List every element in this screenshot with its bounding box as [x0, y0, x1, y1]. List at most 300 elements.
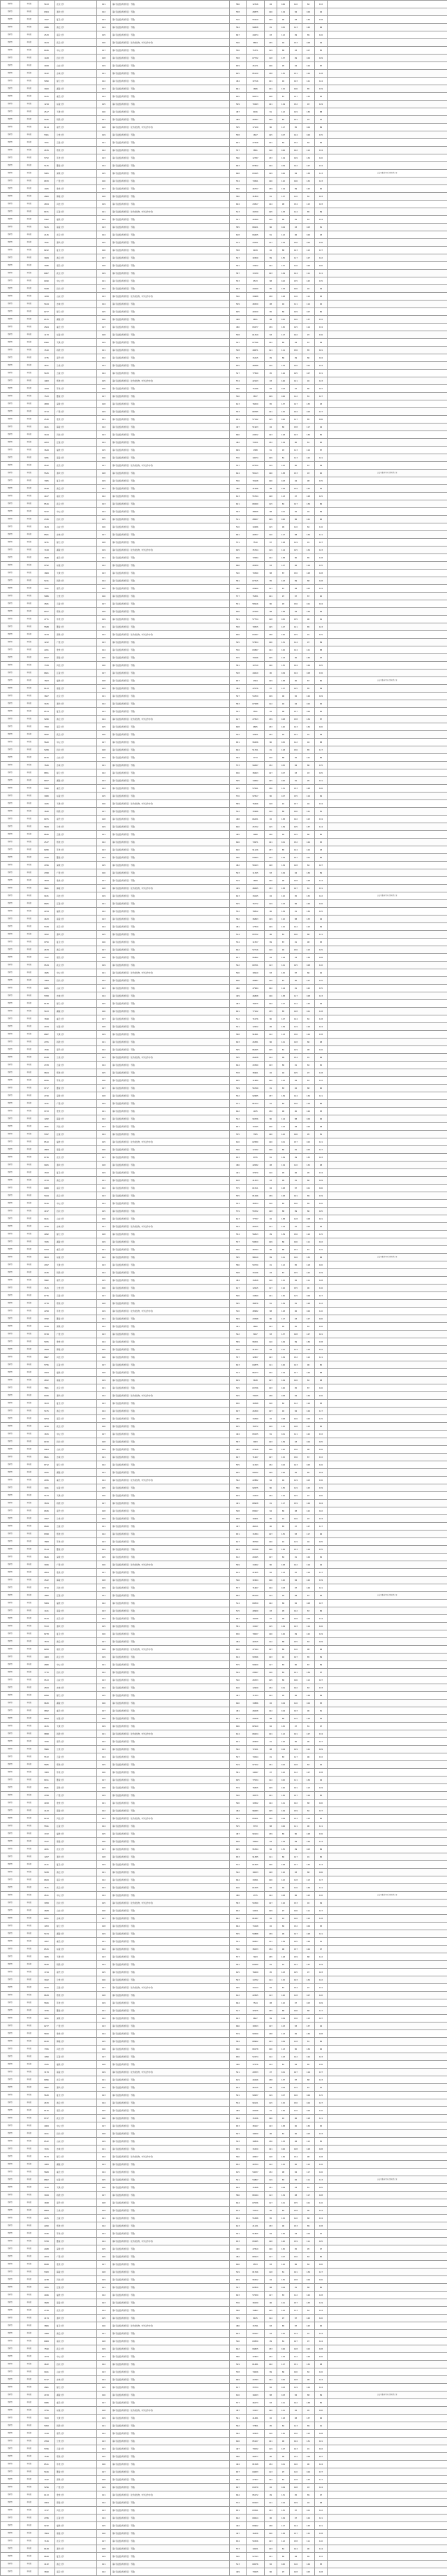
cell-投档线: 529 [230, 2269, 247, 2276]
cell-代码: 6601 [38, 670, 55, 677]
cell-组号: 108 [97, 1853, 111, 1861]
cell-语文: 115 [265, 523, 277, 531]
cell-组号: 107 [97, 2261, 111, 2269]
cell-科类: 物理类 [1, 1285, 20, 1292]
cell-代码: 5416 [38, 1200, 55, 1208]
cell-选考1: 134 [302, 154, 315, 162]
cell-数学: 136 [277, 1792, 290, 1800]
cell-语文: 83 [265, 331, 277, 339]
table-row [1, 1292, 447, 1300]
cell-院校名称: 云南大学 [55, 600, 97, 608]
cell-代码: 4009 [38, 2122, 55, 2130]
cell-组号: 104 [97, 93, 111, 101]
cell-专业组说明: 第1专业组(再选科目：不限) [111, 447, 230, 454]
cell-投档线: 555 [230, 1192, 247, 1200]
cell-组号: 108 [97, 2061, 111, 2069]
table-row [1, 131, 447, 139]
cell-组号: 103 [97, 777, 111, 785]
cell-选考2: 123 [315, 2376, 328, 2384]
cell-组号: 106 [97, 662, 111, 670]
cell-外语: 82 [290, 1600, 302, 1607]
cell-外语: 100 [290, 2368, 302, 2376]
cell-院校名称: 郑州大学 [55, 1531, 97, 1538]
table-row [1, 746, 447, 754]
cell-语文: 119 [265, 2092, 277, 2099]
cell-院校名称: 暨南大学 [55, 854, 97, 862]
cell-备注 [328, 1746, 447, 1753]
cell-专业组说明: 第2专业组(再选科目：化学或生物，中外合作办学) [111, 969, 230, 977]
cell-批次: 本科批 [20, 916, 38, 923]
cell-院校名称: 同济大学 [55, 1730, 97, 1738]
cell-院校名称: 同济大学 [55, 1500, 97, 1507]
cell-投档线: 629 [230, 1377, 247, 1384]
cell-数学: 109 [277, 162, 290, 170]
cell-数学: 130 [277, 2245, 290, 2253]
table-row [1, 1577, 447, 1584]
cell-外语: 97 [290, 385, 302, 393]
cell-语文: 109 [265, 116, 277, 124]
cell-选考2: 125 [315, 631, 328, 639]
cell-选考2: 86 [315, 1607, 328, 1615]
cell-批次: 本科批 [20, 1285, 38, 1292]
cell-投档线: 601 [230, 139, 247, 147]
cell-院校名称: 湖南大学 [55, 1469, 97, 1477]
table-row [1, 1154, 447, 1162]
cell-专业组说明: 第1专业组(再选科目：不限) [111, 408, 230, 416]
cell-批次: 本科批 [20, 447, 38, 454]
cell-科类: 物理类 [1, 2099, 20, 2107]
table-row [1, 908, 447, 916]
cell-选考1: 138 [302, 1692, 315, 1700]
cell-专业组说明: 第1专业组(再选科目：不限) [111, 2538, 230, 2545]
cell-批次: 本科批 [20, 839, 38, 846]
cell-选考1: 136 [302, 16, 315, 24]
cell-组号: 105 [97, 2245, 111, 2253]
cell-选考2: 109 [315, 1638, 328, 1646]
cell-选考1: 118 [302, 2115, 315, 2122]
cell-科类: 物理类 [1, 462, 20, 470]
cell-选考1: 92 [302, 1900, 315, 1907]
cell-批次: 本科批 [20, 1953, 38, 1961]
cell-语文: 116 [265, 754, 277, 762]
cell-代码: 1222 [38, 639, 55, 646]
cell-语文: 107 [265, 1454, 277, 1461]
cell-专业组说明: 第1专业组(再选科目：不限) [111, 162, 230, 170]
cell-选考2: 127 [315, 2099, 328, 2107]
cell-投档线: 528 [230, 670, 247, 677]
cell-投档线: 483 [230, 1000, 247, 1008]
cell-院校名称: 南开大学 [55, 1277, 97, 1285]
cell-批次: 本科批 [20, 570, 38, 577]
cell-选考2: 136 [315, 1830, 328, 1838]
cell-选考2: 95 [315, 2122, 328, 2130]
cell-备注 [328, 1930, 447, 1938]
cell-院校名称: 兰州大学 [55, 1285, 97, 1292]
cell-选考1: 134 [302, 1976, 315, 1984]
table-row [1, 254, 447, 262]
cell-科类: 物理类 [1, 2176, 20, 2184]
cell-外语: 118 [290, 1215, 302, 1223]
table-row [1, 178, 447, 185]
cell-语文: 95 [265, 1969, 277, 1976]
cell-科类: 物理类 [1, 823, 20, 831]
cell-外语: 88 [290, 916, 302, 923]
cell-选考2: 81 [315, 1131, 328, 1138]
cell-专业组说明: 第1专业组(再选科目：不限) [111, 1069, 230, 1077]
table-row [1, 2315, 447, 2322]
cell-语文: 100 [265, 2046, 277, 2053]
cell-数学: 128 [277, 1861, 290, 1869]
cell-选考2: 100 [315, 1800, 328, 1807]
cell-组号: 103 [97, 1400, 111, 1408]
cell-专业组说明: 第1专业组(再选科目：不限) [111, 78, 230, 85]
cell-数学: 138 [277, 816, 290, 823]
cell-选考1: 88 [302, 1869, 315, 1876]
cell-代码: 2224 [38, 908, 55, 916]
cell-选考2: 89 [315, 1654, 328, 1661]
cell-外语: 132 [290, 2453, 302, 2461]
cell-代码: 2861 [38, 2384, 55, 2392]
cell-投档线: 585 [230, 224, 247, 231]
cell-批次: 本科批 [20, 746, 38, 754]
cell-批次: 本科批 [20, 2353, 38, 2361]
cell-科类: 物理类 [1, 623, 20, 631]
cell-备注: 该专业组含中外合作办学专业 [328, 892, 447, 900]
cell-科类: 物理类 [1, 1807, 20, 1815]
cell-批次: 本科批 [20, 946, 38, 954]
cell-数学: 91 [277, 1961, 290, 1969]
cell-批次: 本科批 [20, 1415, 38, 1423]
cell-选考2: 133 [315, 1684, 328, 1692]
cell-投档线: 546 [230, 39, 247, 47]
cell-语文: 103 [265, 2545, 277, 2553]
cell-外语: 110 [290, 2215, 302, 2222]
cell-外语: 126 [290, 1254, 302, 1261]
cell-组号: 101 [97, 1315, 111, 1323]
cell-选考1: 81 [302, 439, 315, 447]
cell-数学: 112 [277, 108, 290, 116]
table-row [1, 662, 447, 670]
cell-投档线: 590 [230, 2553, 247, 2561]
cell-组号: 102 [97, 1254, 111, 1261]
cell-批次: 本科批 [20, 2092, 38, 2099]
cell-科类: 物理类 [1, 1015, 20, 1023]
cell-院校名称: 南开大学 [55, 2199, 97, 2207]
cell-专业组说明: 第1专业组(再选科目：不限) [111, 1869, 230, 1876]
cell-组号: 104 [97, 1062, 111, 1069]
cell-专业组说明: 第1专业组(再选科目：不限) [111, 2368, 230, 2376]
cell-专业组说明: 第1专业组(再选科目：不限) [111, 500, 230, 508]
cell-位次: 84405 [247, 231, 265, 239]
cell-代码: 7873 [38, 1638, 55, 1646]
cell-选考1: 88 [302, 2007, 315, 2015]
cell-位次: 37576 [247, 2061, 265, 2069]
cell-院校名称: 山东大学 [55, 1907, 97, 1915]
cell-数学: 119 [277, 1838, 290, 1846]
cell-批次: 本科批 [20, 2345, 38, 2353]
cell-专业组说明: 第1专业组(再选科目：不限) [111, 1454, 230, 1461]
cell-批次: 本科批 [20, 539, 38, 547]
cell-外语: 93 [290, 769, 302, 777]
table-row [1, 93, 447, 101]
cell-备注 [328, 39, 447, 47]
cell-位次: 73512 [247, 2207, 265, 2215]
cell-位次: 10286 [247, 523, 265, 531]
cell-代码: 1990 [38, 2053, 55, 2061]
cell-语文: 115 [265, 500, 277, 508]
cell-代码: 2261 [38, 646, 55, 654]
cell-数学: 87 [277, 977, 290, 985]
cell-选考1: 103 [302, 1477, 315, 1484]
cell-选考1: 120 [302, 2315, 315, 2322]
cell-科类: 物理类 [1, 477, 20, 485]
cell-专业组说明: 第1专业组(再选科目：不限) [111, 1254, 230, 1261]
cell-科类: 物理类 [1, 1746, 20, 1753]
cell-位次: 67732 [247, 55, 265, 62]
cell-组号: 102 [97, 1323, 111, 1331]
cell-组号: 107 [97, 600, 111, 608]
table-row [1, 2007, 447, 2015]
cell-批次: 本科批 [20, 1000, 38, 1008]
cell-外语: 119 [290, 539, 302, 547]
cell-科类: 物理类 [1, 247, 20, 254]
cell-投档线: 664 [230, 1923, 247, 1930]
cell-外语: 127 [290, 1792, 302, 1800]
cell-代码: 5048 [38, 285, 55, 293]
cell-投档线: 576 [230, 793, 247, 800]
cell-选考1: 119 [302, 793, 315, 800]
cell-投档线: 537 [230, 147, 247, 154]
cell-代码: 7442 [38, 2476, 55, 2484]
cell-批次: 本科批 [20, 370, 38, 377]
cell-外语: 94 [290, 62, 302, 70]
cell-语文: 98 [265, 1746, 277, 1753]
cell-位次: 32975 [247, 2007, 265, 2015]
cell-数学: 80 [277, 808, 290, 816]
cell-语文: 121 [265, 408, 277, 416]
cell-院校名称: 天津大学 [55, 2415, 97, 2422]
cell-科类: 物理类 [1, 1654, 20, 1661]
cell-批次: 本科批 [20, 808, 38, 816]
cell-院校名称: 南昌大学 [55, 1146, 97, 1154]
cell-位次: 29533 [247, 2069, 265, 2076]
table-row [1, 716, 447, 723]
cell-代码: 9542 [38, 462, 55, 470]
cell-院校名称: 江南大学 [55, 1361, 97, 1369]
cell-组号: 107 [97, 2538, 111, 2545]
cell-数学: 134 [277, 908, 290, 916]
cell-位次: 84825 [247, 2345, 265, 2353]
cell-代码: 6884 [38, 2207, 55, 2215]
cell-代码: 1515 [38, 1285, 55, 1292]
cell-院校名称: 浙江大学 [55, 1177, 97, 1185]
cell-备注 [328, 154, 447, 162]
cell-专业组说明: 第1专业组(再选科目：不限) [111, 1784, 230, 1792]
cell-院校名称: 武汉大学 [55, 1654, 97, 1661]
table-row [1, 354, 447, 362]
cell-代码: 5413 [38, 1, 55, 8]
table-row [1, 892, 447, 900]
cell-选考1: 115 [302, 2138, 315, 2146]
cell-科类: 物理类 [1, 1815, 20, 1823]
cell-语文: 106 [265, 1577, 277, 1584]
cell-批次: 本科批 [20, 1792, 38, 1800]
cell-代码: 4569 [38, 1346, 55, 1354]
cell-组号: 101 [97, 1384, 111, 1392]
cell-数学: 95 [277, 1169, 290, 1177]
cell-代码: 6999 [38, 1692, 55, 1700]
cell-组号: 106 [97, 2392, 111, 2399]
cell-语文: 92 [265, 708, 277, 716]
cell-位次: 57754 [247, 616, 265, 623]
cell-外语: 95 [290, 754, 302, 762]
cell-专业组说明: 第1专业组(再选科目：不限) [111, 2015, 230, 2023]
cell-科类: 物理类 [1, 439, 20, 447]
cell-批次: 本科批 [20, 608, 38, 616]
cell-外语: 128 [290, 1761, 302, 1769]
cell-投档线: 645 [230, 93, 247, 101]
cell-组号: 109 [97, 754, 111, 762]
cell-选考2: 121 [315, 2515, 328, 2522]
cell-组号: 104 [97, 716, 111, 723]
cell-专业组说明: 第1专业组(再选科目：不限) [111, 1008, 230, 1015]
cell-位次: 39575 [247, 1792, 265, 1800]
cell-外语: 104 [290, 662, 302, 670]
cell-外语: 124 [290, 131, 302, 139]
table-row [1, 785, 447, 793]
cell-语文: 85 [265, 577, 277, 585]
cell-位次: 7544 [247, 1999, 265, 2007]
cell-语文: 98 [265, 1162, 277, 1169]
cell-院校名称: 贵州大学 [55, 416, 97, 424]
table-row [1, 1861, 447, 1869]
cell-代码: 4397 [38, 1261, 55, 1269]
table-row [1, 1400, 447, 1408]
cell-外语: 104 [290, 2438, 302, 2445]
cell-专业组说明: 第1专业组(再选科目：不限) [111, 2046, 230, 2053]
cell-专业组说明: 第1专业组(再选科目：不限) [111, 1654, 230, 1661]
cell-科类: 物理类 [1, 185, 20, 193]
cell-语文: 126 [265, 2115, 277, 2122]
cell-代码: 5475 [38, 1408, 55, 1415]
cell-外语: 86 [290, 900, 302, 908]
cell-批次: 本科批 [20, 769, 38, 777]
table-row [1, 800, 447, 808]
cell-批次: 本科批 [20, 1469, 38, 1477]
cell-选考1: 110 [302, 1915, 315, 1923]
cell-批次: 本科批 [20, 1999, 38, 2007]
table-row [1, 2407, 447, 2415]
cell-数学: 117 [277, 1500, 290, 1507]
cell-院校名称: 河北大学 [55, 662, 97, 670]
cell-外语: 139 [290, 1807, 302, 1815]
cell-选考1: 91 [302, 731, 315, 739]
cell-专业组说明: 第1专业组(再选科目：不限) [111, 562, 230, 570]
cell-选考1: 87 [302, 593, 315, 600]
cell-专业组说明: 第1专业组(再选科目：不限) [111, 1907, 230, 1915]
cell-选考2: 108 [315, 2192, 328, 2199]
cell-选考1: 82 [302, 1807, 315, 1815]
cell-批次: 本科批 [20, 2476, 38, 2484]
cell-组号: 106 [97, 1077, 111, 1085]
cell-科类: 物理类 [1, 1108, 20, 1115]
cell-组号: 109 [97, 1930, 111, 1938]
cell-位次: 48495 [247, 885, 265, 892]
cell-专业组说明: 第1专业组(再选科目：不限) [111, 2084, 230, 2092]
cell-专业组说明: 第1专业组(再选科目：不限) [111, 1300, 230, 1308]
cell-备注 [328, 439, 447, 447]
cell-科类: 物理类 [1, 1431, 20, 1438]
table-row [1, 1938, 447, 1946]
cell-院校名称: 苏州大学 [55, 1538, 97, 1546]
cell-选考2: 106 [315, 1869, 328, 1876]
cell-选考1: 132 [302, 1162, 315, 1169]
cell-院校名称: 吉林大学 [55, 531, 97, 539]
cell-位次: 55764 [247, 493, 265, 500]
cell-院校名称: 贵州大学 [55, 1800, 97, 1807]
cell-位次: 83201 [247, 1815, 265, 1823]
cell-备注 [328, 539, 447, 547]
cell-代码: 1747 [38, 2507, 55, 2515]
cell-代码: 6360 [38, 339, 55, 347]
cell-批次: 本科批 [20, 1646, 38, 1654]
cell-语文: 111 [265, 1361, 277, 1369]
cell-外语: 104 [290, 670, 302, 677]
cell-专业组说明: 第1专业组(再选科目：不限) [111, 892, 230, 900]
table-row [1, 1177, 447, 1185]
cell-代码: 2488 [38, 2245, 55, 2253]
cell-专业组说明: 第1专业组(再选科目：不限) [111, 2330, 230, 2338]
cell-语文: 93 [265, 1607, 277, 1615]
cell-选考1: 138 [302, 2399, 315, 2407]
table-row [1, 1784, 447, 1792]
cell-语文: 139 [265, 1830, 277, 1838]
cell-语文: 136 [265, 785, 277, 793]
cell-院校名称: 云南大学 [55, 1984, 97, 1992]
cell-科类: 物理类 [1, 1777, 20, 1784]
table-row [1, 1469, 447, 1477]
cell-选考1: 98 [302, 2153, 315, 2161]
table-row [1, 1215, 447, 1223]
cell-选考1: 111 [302, 1907, 315, 1915]
cell-投档线: 532 [230, 1092, 247, 1100]
cell-专业组说明: 第2专业组(再选科目：化学或生物，中外合作办学) [111, 1646, 230, 1654]
cell-外语: 111 [290, 1823, 302, 1830]
cell-语文: 101 [265, 593, 277, 600]
cell-专业组说明: 第1专业组(再选科目：不限) [111, 1315, 230, 1323]
cell-语文: 117 [265, 1661, 277, 1669]
table-row [1, 1346, 447, 1354]
cell-科类: 物理类 [1, 1323, 20, 1331]
cell-院校名称: 四川大学 [55, 1438, 97, 1446]
cell-科类: 物理类 [1, 1354, 20, 1361]
cell-组号: 101 [97, 1730, 111, 1738]
cell-院校名称: 海南大学 [55, 1346, 97, 1354]
cell-院校名称: 中山大学 [55, 2122, 97, 2130]
cell-组号: 101 [97, 1523, 111, 1531]
cell-备注 [328, 1085, 447, 1092]
cell-专业组说明: 第1专业组(再选科目：不限) [111, 992, 230, 1000]
cell-院校名称: 兰州大学 [55, 823, 97, 831]
cell-批次: 本科批 [20, 2545, 38, 2553]
cell-批次: 本科批 [20, 2184, 38, 2192]
cell-组号: 101 [97, 1661, 111, 1669]
cell-批次: 本科批 [20, 1315, 38, 1323]
table-row [1, 2061, 447, 2069]
cell-位次: 3860 [247, 1323, 265, 1331]
cell-位次: 52716 [247, 946, 265, 954]
cell-语文: 92 [265, 1915, 277, 1923]
